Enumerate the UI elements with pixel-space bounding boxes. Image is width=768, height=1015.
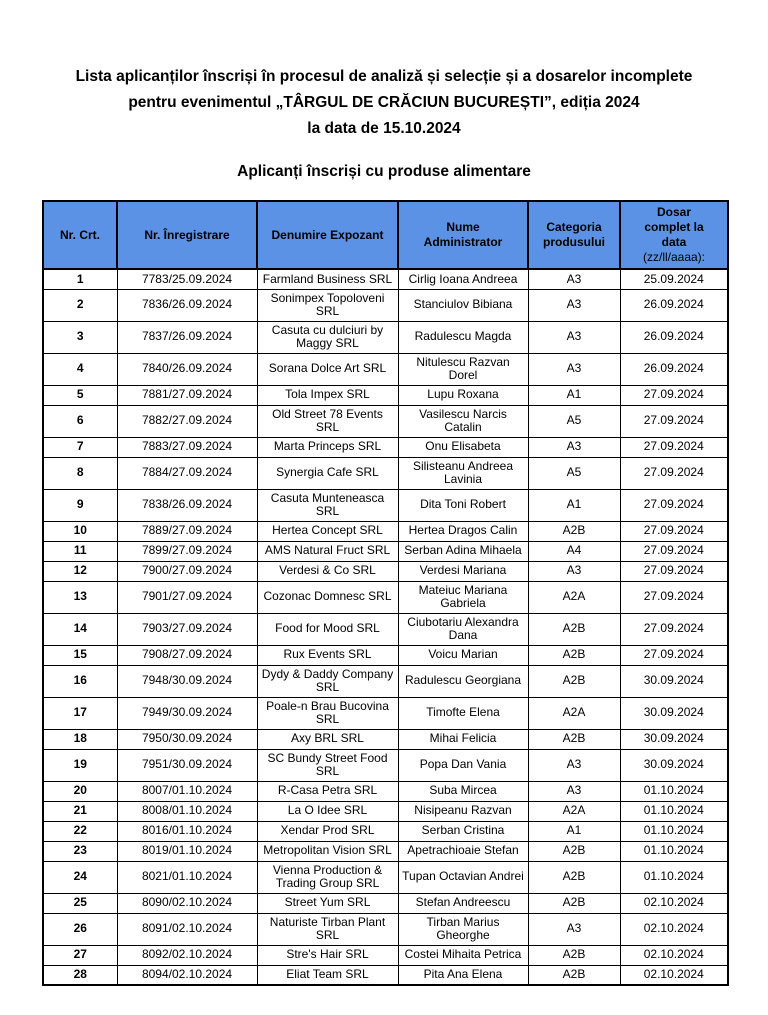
cell-nume-administrator: Radulescu Georgiana: [398, 665, 528, 697]
cell-categoria-produsului: A3: [528, 269, 620, 289]
cell-categoria-produsului: A2B: [528, 945, 620, 965]
cell-nr-inregistrare: 7882/27.09.2024: [117, 405, 257, 437]
cell-nr-crt: 1: [43, 269, 117, 289]
cell-nr-inregistrare: 8019/01.10.2024: [117, 841, 257, 861]
cell-nr-inregistrare: 7889/27.09.2024: [117, 521, 257, 541]
cell-categoria-produsului: A3: [528, 749, 620, 781]
cell-nr-inregistrare: 7836/26.09.2024: [117, 289, 257, 321]
cell-denumire-expozant: Casuta Munteneasca SRL: [257, 489, 398, 521]
cell-nr-inregistrare: 7840/26.09.2024: [117, 353, 257, 385]
cell-nr-inregistrare: 7951/30.09.2024: [117, 749, 257, 781]
cell-dosar-complet-la-data: 27.09.2024: [620, 561, 728, 581]
table-row: [43, 645, 728, 665]
cell-categoria-produsului: A2A: [528, 801, 620, 821]
cell-nume-administrator: Radulescu Magda: [398, 321, 528, 353]
cell-dosar-complet-la-data: 27.09.2024: [620, 645, 728, 665]
cell-dosar-complet-la-data: 25.09.2024: [620, 269, 728, 289]
cell-nr-inregistrare: 7949/30.09.2024: [117, 697, 257, 729]
cell-nume-administrator: Mateiuc Mariana Gabriela: [398, 581, 528, 613]
table-row: [43, 457, 728, 489]
cell-dosar-complet-la-data: 27.09.2024: [620, 541, 728, 561]
table-row: [43, 437, 728, 457]
table-row: [43, 781, 728, 801]
column-header-label: Nr. Înregistrare: [144, 227, 230, 242]
cell-nr-crt: 28: [43, 965, 117, 985]
cell-nr-inregistrare: 7950/30.09.2024: [117, 729, 257, 749]
cell-denumire-expozant: Poale-n Brau Bucovina SRL: [257, 697, 398, 729]
cell-nr-inregistrare: 7884/27.09.2024: [117, 457, 257, 489]
cell-dosar-complet-la-data: 02.10.2024: [620, 945, 728, 965]
cell-nume-administrator: Nisipeanu Razvan: [398, 801, 528, 821]
cell-nr-inregistrare: 8092/02.10.2024: [117, 945, 257, 965]
cell-dosar-complet-la-data: 27.09.2024: [620, 405, 728, 437]
table-row: [43, 353, 728, 385]
cell-categoria-produsului: A3: [528, 353, 620, 385]
cell-categoria-produsului: A2B: [528, 521, 620, 541]
cell-dosar-complet-la-data: 27.09.2024: [620, 613, 728, 645]
column-header-label: Categoria produsului: [543, 220, 605, 249]
cell-denumire-expozant: Verdesi & Co SRL: [257, 561, 398, 581]
table-row: [43, 321, 728, 353]
cell-nr-crt: 21: [43, 801, 117, 821]
cell-dosar-complet-la-data: 26.09.2024: [620, 289, 728, 321]
table-row: [43, 405, 728, 437]
cell-nume-administrator: Dita Toni Robert: [398, 489, 528, 521]
cell-denumire-expozant: Food for Mood SRL: [257, 613, 398, 645]
table-row: [43, 269, 728, 289]
cell-dosar-complet-la-data: 26.09.2024: [620, 321, 728, 353]
cell-nr-crt: 23: [43, 841, 117, 861]
cell-dosar-complet-la-data: 30.09.2024: [620, 729, 728, 749]
document-title-line-3: la data de 15.10.2024: [307, 120, 461, 137]
cell-nume-administrator: Mihai Felicia: [398, 729, 528, 749]
cell-denumire-expozant: Casuta cu dulciuri by Maggy SRL: [257, 321, 398, 353]
cell-nume-administrator: Tupan Octavian Andrei: [398, 861, 528, 893]
cell-nr-crt: 10: [43, 521, 117, 541]
cell-nume-administrator: Apetrachioaie Stefan: [398, 841, 528, 861]
cell-categoria-produsului: A3: [528, 289, 620, 321]
cell-nr-crt: 22: [43, 821, 117, 841]
cell-nr-crt: 2: [43, 289, 117, 321]
cell-categoria-produsului: A2A: [528, 581, 620, 613]
cell-dosar-complet-la-data: 01.10.2024: [620, 861, 728, 893]
cell-nr-crt: 24: [43, 861, 117, 893]
cell-nume-administrator: Silisteanu Andreea Lavinia: [398, 457, 528, 489]
cell-nr-inregistrare: 7899/27.09.2024: [117, 541, 257, 561]
cell-nr-crt: 12: [43, 561, 117, 581]
table-row: [43, 561, 728, 581]
table-row: [43, 729, 728, 749]
cell-nume-administrator: Ciubotariu Alexandra Dana: [398, 613, 528, 645]
cell-dosar-complet-la-data: 26.09.2024: [620, 353, 728, 385]
cell-nume-administrator: Timofte Elena: [398, 697, 528, 729]
cell-denumire-expozant: AMS Natural Fruct SRL: [257, 541, 398, 561]
cell-nr-inregistrare: 8008/01.10.2024: [117, 801, 257, 821]
cell-denumire-expozant: Sorana Dolce Art SRL: [257, 353, 398, 385]
cell-nume-administrator: Cirlig Ioana Andreea: [398, 269, 528, 289]
cell-nr-crt: 8: [43, 457, 117, 489]
cell-nr-crt: 18: [43, 729, 117, 749]
cell-denumire-expozant: Marta Princeps SRL: [257, 437, 398, 457]
cell-nume-administrator: Costei Mihaita Petrica: [398, 945, 528, 965]
cell-categoria-produsului: A2B: [528, 645, 620, 665]
cell-nume-administrator: Suba Mircea: [398, 781, 528, 801]
cell-categoria-produsului: A3: [528, 561, 620, 581]
column-header-categoria-produsului: [528, 201, 620, 269]
table-row: [43, 289, 728, 321]
table-row: [43, 541, 728, 561]
cell-dosar-complet-la-data: 02.10.2024: [620, 893, 728, 913]
cell-denumire-expozant: Hertea Concept SRL: [257, 521, 398, 541]
cell-nr-crt: 14: [43, 613, 117, 645]
table-header: [43, 201, 728, 269]
cell-dosar-complet-la-data: 01.10.2024: [620, 821, 728, 841]
table-row: [43, 385, 728, 405]
cell-nr-crt: 3: [43, 321, 117, 353]
table-row: [43, 893, 728, 913]
cell-nr-inregistrare: 7838/26.09.2024: [117, 489, 257, 521]
cell-dosar-complet-la-data: 27.09.2024: [620, 521, 728, 541]
cell-nr-inregistrare: 7881/27.09.2024: [117, 385, 257, 405]
cell-nr-inregistrare: 8090/02.10.2024: [117, 893, 257, 913]
column-header-label: Nr. Crt.: [59, 227, 100, 242]
cell-dosar-complet-la-data: 01.10.2024: [620, 841, 728, 861]
column-header-nr-inregistrare: [117, 201, 257, 269]
table-row: [43, 821, 728, 841]
cell-nume-administrator: Serban Cristina: [398, 821, 528, 841]
cell-categoria-produsului: A3: [528, 321, 620, 353]
cell-denumire-expozant: Dydy & Daddy Company SRL: [257, 665, 398, 697]
cell-dosar-complet-la-data: 01.10.2024: [620, 781, 728, 801]
cell-denumire-expozant: Old Street 78 Events SRL: [257, 405, 398, 437]
table-header-row: [43, 201, 728, 269]
cell-nr-crt: 11: [43, 541, 117, 561]
cell-categoria-produsului: A2B: [528, 861, 620, 893]
cell-nr-inregistrare: 7783/25.09.2024: [117, 269, 257, 289]
cell-denumire-expozant: Xendar Prod SRL: [257, 821, 398, 841]
cell-dosar-complet-la-data: 30.09.2024: [620, 665, 728, 697]
document-title-line-2: pentru evenimentul „TÂRGUL DE CRĂCIUN BUCUREȘTI”, ediția 2024: [128, 94, 640, 111]
cell-nr-crt: 25: [43, 893, 117, 913]
column-header-nr-crt: [43, 201, 117, 269]
table-row: [43, 521, 728, 541]
cell-dosar-complet-la-data: 27.09.2024: [620, 489, 728, 521]
cell-dosar-complet-la-data: 27.09.2024: [620, 457, 728, 489]
table-row: [43, 913, 728, 945]
cell-nume-administrator: Onu Elisabeta: [398, 437, 528, 457]
cell-denumire-expozant: Cozonac Domnesc SRL: [257, 581, 398, 613]
cell-nume-administrator: Serban Adina Mihaela: [398, 541, 528, 561]
cell-categoria-produsului: A2B: [528, 965, 620, 985]
cell-nume-administrator: Hertea Dragos Calin: [398, 521, 528, 541]
cell-categoria-produsului: A3: [528, 437, 620, 457]
cell-nr-inregistrare: 8091/02.10.2024: [117, 913, 257, 945]
cell-denumire-expozant: Tola Impex SRL: [257, 385, 398, 405]
table-row: [43, 841, 728, 861]
cell-categoria-produsului: A3: [528, 913, 620, 945]
table-row: [43, 613, 728, 645]
cell-categoria-produsului: A1: [528, 821, 620, 841]
table-row: [43, 861, 728, 893]
cell-nr-inregistrare: 7948/30.09.2024: [117, 665, 257, 697]
applicants-table: [42, 200, 729, 986]
cell-categoria-produsului: A2B: [528, 665, 620, 697]
cell-denumire-expozant: Farmland Business SRL: [257, 269, 398, 289]
cell-nume-administrator: Verdesi Mariana: [398, 561, 528, 581]
cell-denumire-expozant: SC Bundy Street Food SRL: [257, 749, 398, 781]
cell-dosar-complet-la-data: 30.09.2024: [620, 697, 728, 729]
cell-nr-crt: 17: [43, 697, 117, 729]
cell-denumire-expozant: Naturiste Tirban Plant SRL: [257, 913, 398, 945]
cell-categoria-produsului: A2B: [528, 729, 620, 749]
cell-denumire-expozant: R-Casa Petra SRL: [257, 781, 398, 801]
cell-categoria-produsului: A4: [528, 541, 620, 561]
cell-nr-crt: 19: [43, 749, 117, 781]
cell-categoria-produsului: A2B: [528, 613, 620, 645]
cell-nume-administrator: Tirban Marius Gheorghe: [398, 913, 528, 945]
cell-denumire-expozant: Stre's Hair SRL: [257, 945, 398, 965]
cell-dosar-complet-la-data: 02.10.2024: [620, 913, 728, 945]
cell-denumire-expozant: Vienna Production & Trading Group SRL: [257, 861, 398, 893]
cell-nr-inregistrare: 8094/02.10.2024: [117, 965, 257, 985]
cell-nr-crt: 4: [43, 353, 117, 385]
cell-categoria-produsului: A1: [528, 385, 620, 405]
cell-nr-inregistrare: 7903/27.09.2024: [117, 613, 257, 645]
cell-nr-crt: 20: [43, 781, 117, 801]
cell-denumire-expozant: Metropolitan Vision SRL: [257, 841, 398, 861]
cell-nr-inregistrare: 8016/01.10.2024: [117, 821, 257, 841]
table-row: [43, 489, 728, 521]
cell-categoria-produsului: A5: [528, 457, 620, 489]
cell-nume-administrator: Popa Dan Vania: [398, 749, 528, 781]
cell-nr-inregistrare: 8007/01.10.2024: [117, 781, 257, 801]
cell-categoria-produsului: A2B: [528, 841, 620, 861]
cell-nume-administrator: Vasilescu Narcis Catalin: [398, 405, 528, 437]
table-body: [43, 269, 728, 985]
cell-nr-inregistrare: 7883/27.09.2024: [117, 437, 257, 457]
cell-nr-inregistrare: 7900/27.09.2024: [117, 561, 257, 581]
cell-nr-inregistrare: 7908/27.09.2024: [117, 645, 257, 665]
column-header-dosar-complet-la-data: [620, 201, 728, 269]
table-row: [43, 945, 728, 965]
cell-nr-crt: 26: [43, 913, 117, 945]
table-row: [43, 665, 728, 697]
cell-denumire-expozant: Rux Events SRL: [257, 645, 398, 665]
cell-nr-crt: 16: [43, 665, 117, 697]
cell-dosar-complet-la-data: 27.09.2024: [620, 385, 728, 405]
cell-nume-administrator: Stefan Andreescu: [398, 893, 528, 913]
table-row: [43, 965, 728, 985]
document-title-line-1: Lista aplicanților înscriși în procesul de analiză și selecție și a dosarelor incomplete: [75, 68, 693, 85]
cell-nr-crt: 5: [43, 385, 117, 405]
cell-nr-inregistrare: 7901/27.09.2024: [117, 581, 257, 613]
cell-categoria-produsului: A2B: [528, 893, 620, 913]
column-header-label: Dosar complet la data: [644, 205, 704, 249]
cell-denumire-expozant: Street Yum SRL: [257, 893, 398, 913]
cell-denumire-expozant: Synergia Cafe SRL: [257, 457, 398, 489]
table-row: [43, 749, 728, 781]
cell-nr-crt: 9: [43, 489, 117, 521]
section-title: Aplicanți înscriși cu produse alimentare: [237, 163, 531, 180]
cell-dosar-complet-la-data: 27.09.2024: [620, 437, 728, 457]
cell-nr-inregistrare: 7837/26.09.2024: [117, 321, 257, 353]
cell-categoria-produsului: A3: [528, 781, 620, 801]
column-header-denumire-expozant: [257, 201, 398, 269]
cell-dosar-complet-la-data: 02.10.2024: [620, 965, 728, 985]
cell-nume-administrator: Voicu Marian: [398, 645, 528, 665]
cell-nr-crt: 7: [43, 437, 117, 457]
cell-denumire-expozant: Sonimpex Topoloveni SRL: [257, 289, 398, 321]
cell-dosar-complet-la-data: 27.09.2024: [620, 581, 728, 613]
cell-nr-crt: 13: [43, 581, 117, 613]
cell-dosar-complet-la-data: 01.10.2024: [620, 801, 728, 821]
column-header-label: Denumire Expozant: [271, 227, 384, 242]
cell-denumire-expozant: Eliat Team SRL: [257, 965, 398, 985]
cell-dosar-complet-la-data: 30.09.2024: [620, 749, 728, 781]
column-header-label: Nume Administrator: [423, 220, 503, 249]
table-row: [43, 697, 728, 729]
cell-denumire-expozant: Axy BRL SRL: [257, 729, 398, 749]
cell-nr-crt: 27: [43, 945, 117, 965]
cell-nume-administrator: Pita Ana Elena: [398, 965, 528, 985]
cell-denumire-expozant: La O Idee SRL: [257, 801, 398, 821]
cell-categoria-produsului: A2A: [528, 697, 620, 729]
cell-nume-administrator: Nitulescu Razvan Dorel: [398, 353, 528, 385]
document-title: [0, 64, 768, 142]
column-header-nume-administrator: [398, 201, 528, 269]
cell-categoria-produsului: A1: [528, 489, 620, 521]
cell-nr-crt: 15: [43, 645, 117, 665]
cell-nr-crt: 6: [43, 405, 117, 437]
table-row: [43, 581, 728, 613]
cell-categoria-produsului: A5: [528, 405, 620, 437]
cell-nr-inregistrare: 8021/01.10.2024: [117, 861, 257, 893]
column-header-sublabel: (zz/ll/aaaa):: [642, 250, 706, 264]
cell-nume-administrator: Stanciulov Bibiana: [398, 289, 528, 321]
cell-nume-administrator: Lupu Roxana: [398, 385, 528, 405]
table-row: [43, 801, 728, 821]
